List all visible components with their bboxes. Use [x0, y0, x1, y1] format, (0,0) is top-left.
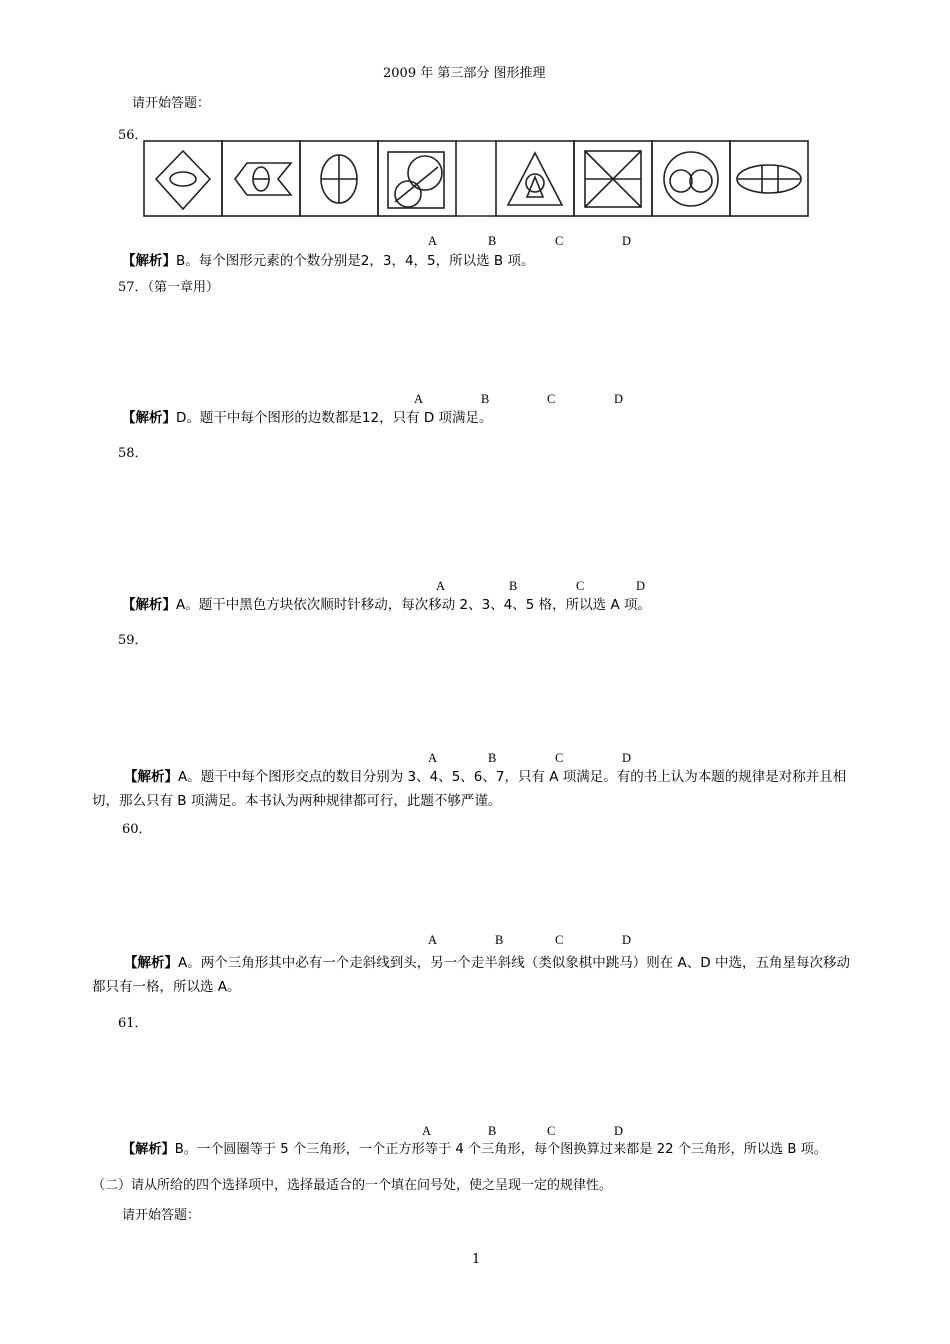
- q57-option-d: D: [614, 392, 624, 406]
- question-61-number: 61．: [118, 1016, 148, 1031]
- intro-text: 请开始答题：: [132, 96, 211, 111]
- q57-option-c: C: [547, 392, 556, 406]
- q58-option-d: D: [636, 579, 646, 593]
- question-56-figure: [143, 139, 809, 219]
- q59-option-c: C: [555, 751, 564, 765]
- q56-option-a: A: [428, 234, 438, 248]
- q56-option-c: C: [555, 234, 564, 248]
- analysis-tag: 【解析】: [124, 769, 178, 785]
- page-number: 1: [472, 1252, 481, 1267]
- question-58-number: 58．: [118, 446, 148, 461]
- q57-analysis: [122, 410, 493, 426]
- q61-analysis: [122, 1142, 827, 1158]
- q61-option-b: B: [488, 1124, 497, 1138]
- analysis-text: B。每个图形元素的个数分别是2，3，4，5，所以选 B 项。: [176, 253, 535, 269]
- q57-option-b: B: [481, 392, 490, 406]
- question-60-number: 60．: [122, 822, 152, 837]
- q60-option-d: D: [622, 933, 632, 947]
- q56-option-b: B: [488, 234, 497, 248]
- q60-option-b: B: [495, 933, 504, 947]
- analysis-tag: 【解析】: [124, 955, 178, 971]
- q60-option-c: C: [555, 933, 564, 947]
- analysis-tag: 【解析】: [122, 410, 176, 426]
- q61-option-d: D: [614, 1124, 624, 1138]
- q58-analysis: [122, 597, 651, 613]
- page-header: 2009 年 第三部分 图形推理: [383, 66, 546, 81]
- q59-option-d: D: [622, 751, 632, 765]
- q59-option-b: B: [488, 751, 497, 765]
- question-59-number: 59．: [118, 633, 148, 648]
- q59-analysis: [92, 765, 862, 813]
- q61-option-a: A: [422, 1124, 432, 1138]
- q58-option-a: A: [436, 579, 446, 593]
- analysis-text: A。两个三角形其中必有一个走斜线到头，另一个走半斜线（类似象棋中跳马）则在 A、D 中选，五角星每次移动都只有一格，所以选 A。: [92, 955, 850, 995]
- q60-analysis: [92, 951, 862, 999]
- analysis-tag: 【解析】: [122, 597, 176, 613]
- question-57-number: 57．（第一章用）: [118, 280, 220, 295]
- question-56-number: 56．: [118, 128, 148, 143]
- analysis-tag: 【解析】: [122, 1142, 175, 1157]
- analysis-text: B。一个圆圈等于 5 个三角形，一个正方形等于 4 个三角形，每个图换算过来都是 22 个三角形，所以选 B 项。: [174, 1142, 827, 1157]
- q57-option-a: A: [414, 392, 424, 406]
- analysis-text: D。题干中每个图形的边数都是12，只有 D 项满足。: [176, 410, 493, 426]
- q60-option-a: A: [428, 933, 438, 947]
- q56-option-d: D: [622, 234, 632, 248]
- q58-option-b: B: [509, 579, 518, 593]
- outro-text: 请开始答题：: [122, 1208, 201, 1223]
- q59-option-a: A: [428, 751, 438, 765]
- analysis-text: A。题干中每个图形交点的数目分别为 3、4、5、6、7，只有 A 项满足。有的书上认为本题的规律是对称并且相切，那么只有 B 项满足。本书认为两种规律都可行，此题不够严谨。: [92, 769, 847, 809]
- q56-analysis: [122, 253, 534, 269]
- analysis-text: A。题干中黑色方块依次顺时针移动，每次移动 2、3、4、5 格，所以选 A 项。: [176, 597, 651, 613]
- analysis-tag: 【解析】: [122, 253, 176, 269]
- q58-option-c: C: [576, 579, 585, 593]
- q61-option-c: C: [547, 1124, 556, 1138]
- section-2-instruction: （二）请从所给的四个选择项中，选择最适合的一个填在问号处，使之呈现一定的规律性。: [92, 1178, 613, 1193]
